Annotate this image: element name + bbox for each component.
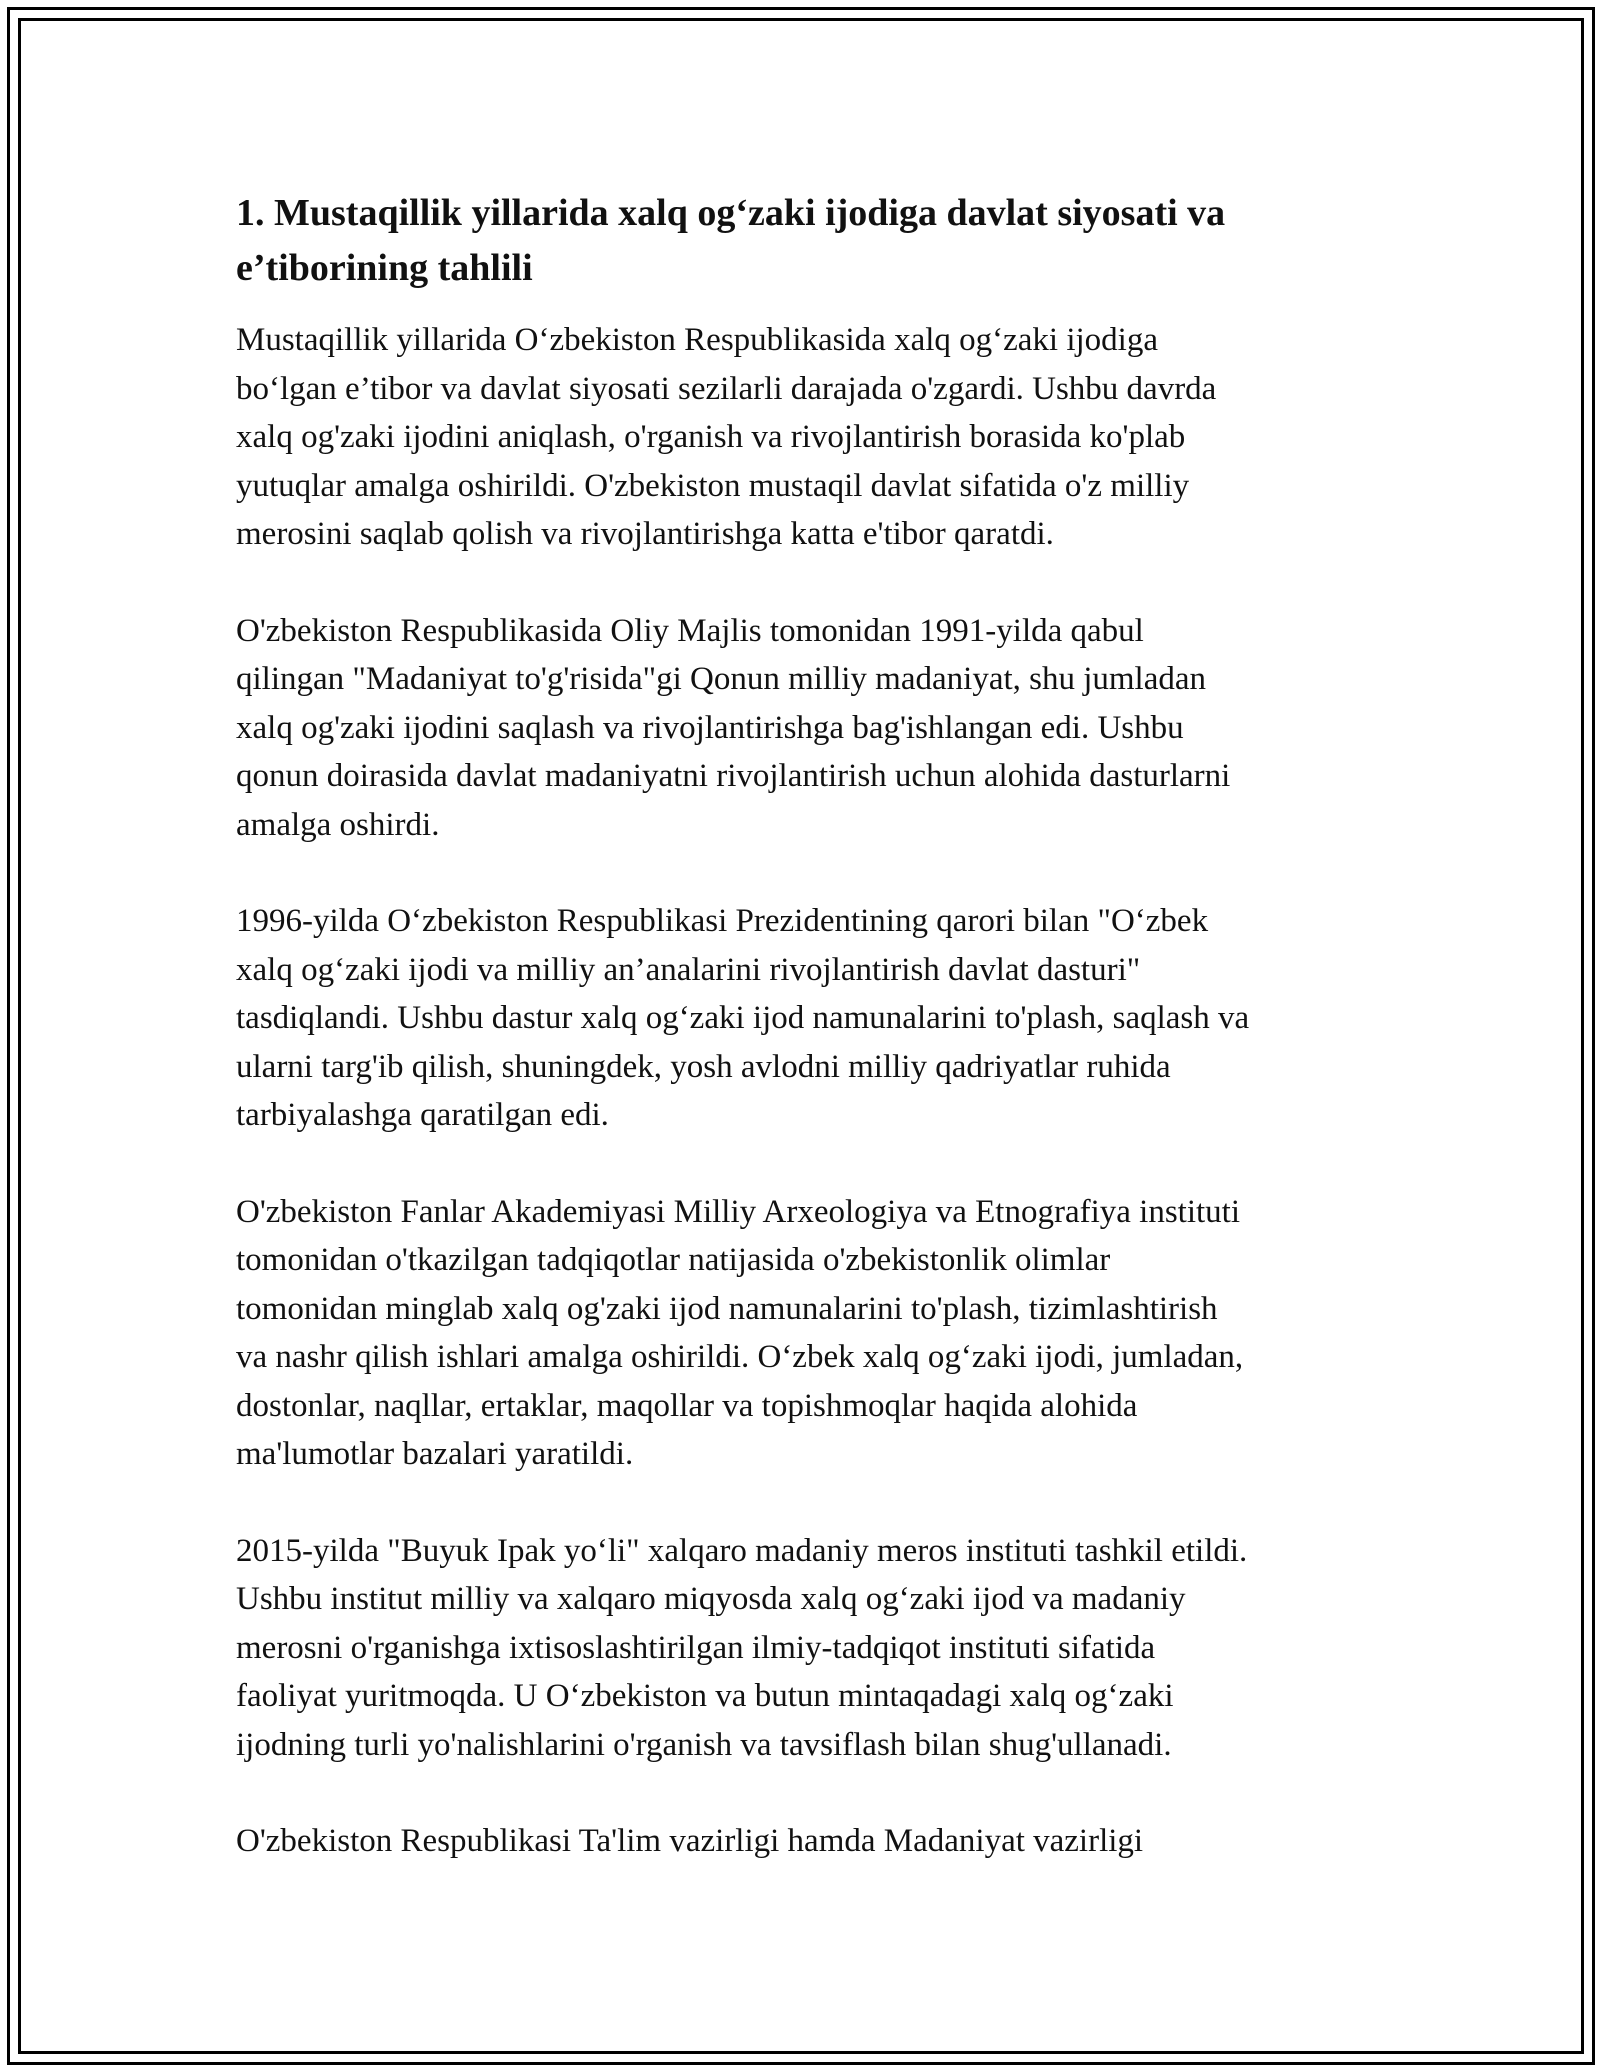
paragraph-2: O'zbekiston Respublikasida Oliy Majlis tomonidan 1991-yilda qabul qilingan "Madaniyat to'g'risida"gi Qonun milliy madaniyat, shu jumladan xalq og'zaki ijodini saqlash va rivojlantirishga bag'ishlangan edi. Ushbu qonun doirasida davlat madaniyatni rivojlantirish uchun alohida dasturlarni amalga oshirdi. (236, 612, 1231, 843)
paragraph-3: 1996-yilda O‘zbekiston Respublikasi Prezidentining qarori bilan "O‘zbek xalq og‘zaki ijodi va milliy an’analarini rivojlantirish davlat dasturi" tasdiqlandi. Ushbu dastur xalq og‘zaki ijod namunalarini to'plash, saqlash va ularni targ'ib qilish, shuningdek, yosh avlodni milliy qadriyatlar ruhida tarbiyalashga qaratilgan edi. (236, 903, 1250, 1133)
paragraph-4: O'zbekiston Fanlar Akademiyasi Milliy Arxeologiya va Etnografiya instituti tomonidan o'tkazilgan tadqiqotlar natijasida o'zbekistonlik olimlar tomonidan minglab xalq og'zaki ijod namunalarini to'plash, tizimlashtirish va nashr qilish ishlari amalga oshirildi. O‘zbek xalq og‘zaki ijodi, jumladan, dostonlar, naqllar, ertaklar, maqollar va topishmoqlar haqida alohida ma'lumotlar bazalari yaratildi. (236, 1193, 1244, 1472)
document-body (236, 186, 1366, 1914)
paragraph-5: 2015-yilda "Buyuk Ipak yo‘li" xalqaro madaniy meros instituti tashkil etildi. Ushbu institut milliy va xalqaro miqyosda xalq og‘zaki ijod va madaniy merosni o'rganishga ixtisoslashtirilgan ilmiy-tadqiqot instituti sifatida faoliyat yuritmoqda. U O‘zbekiston va butun mintaqadagi xalq og‘zaki ijodning turli yo'nalishlarini o'rganish va tavsiflash bilan shug'ullanadi. (236, 1532, 1248, 1763)
paragraph-6: O'zbekiston Respublikasi Ta'lim vazirligi hamda Madaniyat vazirligi (236, 1823, 1144, 1859)
section-heading: 1. Mustaqillik yillarida xalq og‘zaki ijodiga davlat siyosati va e’tiborining tahlili (236, 192, 1226, 289)
paragraph-1: Mustaqillik yillarida O‘zbekiston Respublikasida xalq og‘zaki ijodiga bo‘lgan e’tibor va davlat siyosati sezilarli darajada o'zgardi. Ushbu davrda xalq og'zaki ijodini aniqlash, o'rganish va rivojlantirish borasida ko'plab yutuqlar amalga oshirildi. O'zbekiston mustaqil davlat sifatida o'z milliy merosini saqlab qolish va rivojlantirishga katta e'tibor qaratdi. (236, 322, 1217, 552)
